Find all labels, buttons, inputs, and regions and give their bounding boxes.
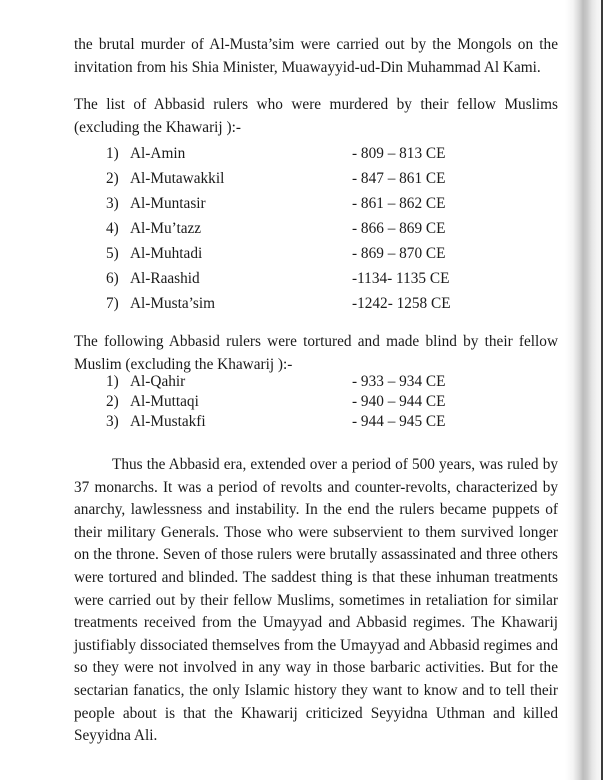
ruler-name: Al-Musta’sim: [130, 295, 215, 312]
item-number: 5): [106, 245, 119, 262]
conclusion-text: Thus the Abbasid era, extended over a period of 500 years, was ruled by 37 monarchs. It was a period of revolts and counter-revolts, characterized by anarchy, lawlessness and instability. In the end the rulers became puppets of their military Generals. Those who were subservient to them survived longer on the throne. Seven of those rulers were brutally assassinated and three others were tortured and blinded. The saddest thing is that these inhuman treatments were carried out by their fellow Muslims, sometimes in retaliation for similar treatments received from the Umayyad and Abbasid regimes. The Khawarij justifiably dissociated themselves from the Umayyad and Abbasid regimes and so they were not involved in any way in those barbaric activities. But for the sectarian fanatics, the only Islamic history they want to know and to tell their people about is that the Khawarij criticized Seyyidna Uthman and killed Seyyidna Ali.: [74, 456, 558, 745]
item-number: 1): [106, 145, 119, 162]
ruler-name: Al-Mu’tazz: [130, 220, 202, 237]
reign-years: - 944 – 945 CE: [352, 413, 446, 430]
list-item: [106, 392, 506, 412]
reign-years: -1134- 1135 CE: [352, 270, 450, 287]
ruler-name: Al-Qahir: [130, 373, 186, 390]
list-item: [106, 168, 506, 193]
reign-years: - 809 – 813 CE: [352, 145, 446, 162]
item-number: 1): [106, 373, 119, 390]
intro-paragraph: the brutal murder of Al-Musta’sim were carried out by the Mongols on the invitation from his Shia Minister, Muawayyid-ud-Din Muhammad Al Kami.: [74, 36, 558, 76]
list-item: [106, 218, 506, 243]
list-item: [106, 193, 506, 218]
ruler-name: Al-Muntasir: [130, 195, 206, 212]
list-item: [106, 293, 506, 318]
list-item: [106, 372, 506, 392]
reign-years: - 933 – 934 CE: [352, 373, 446, 390]
item-number: 6): [106, 270, 119, 287]
list-item: [106, 143, 506, 168]
ruler-name: Al-Raashid: [130, 270, 200, 287]
conclusion-paragraph: [74, 454, 558, 748]
reign-years: -1242- 1258 CE: [352, 295, 451, 312]
blinded-rulers-list: [106, 372, 506, 432]
reign-years: - 869 – 870 CE: [352, 245, 446, 262]
ruler-name: Al-Mutawakkil: [130, 170, 225, 187]
item-number: 3): [106, 195, 119, 212]
blinded-list-heading: The following Abbasid rulers were tortured and made blind by their fellow Muslim (excluding the Khawarij ):-: [74, 333, 558, 373]
reign-years: - 847 – 861 CE: [352, 170, 446, 187]
reign-years: - 866 – 869 CE: [352, 220, 446, 237]
reign-years: - 940 – 944 CE: [352, 393, 446, 410]
ruler-name: Al-Muhtadi: [130, 245, 203, 262]
page-edge-shadow: [565, 0, 605, 780]
reign-years: - 861 – 862 CE: [352, 195, 446, 212]
page-edge-line: [601, 0, 603, 780]
item-number: 3): [106, 413, 119, 430]
item-number: 2): [106, 170, 119, 187]
ruler-name: Al-Amin: [130, 145, 186, 162]
murdered-rulers-list: [106, 143, 506, 318]
murdered-list-heading: The list of Abbasid rulers who were murdered by their fellow Muslims (excluding the Khawarij ):-: [74, 96, 558, 136]
item-number: 2): [106, 393, 119, 410]
item-number: 7): [106, 295, 119, 312]
list-item: [106, 412, 506, 432]
ruler-name: Al-Mustakfi: [130, 413, 206, 430]
ruler-name: Al-Muttaqi: [130, 393, 199, 410]
list-item: [106, 243, 506, 268]
item-number: 4): [106, 220, 119, 237]
list-item: [106, 268, 506, 293]
